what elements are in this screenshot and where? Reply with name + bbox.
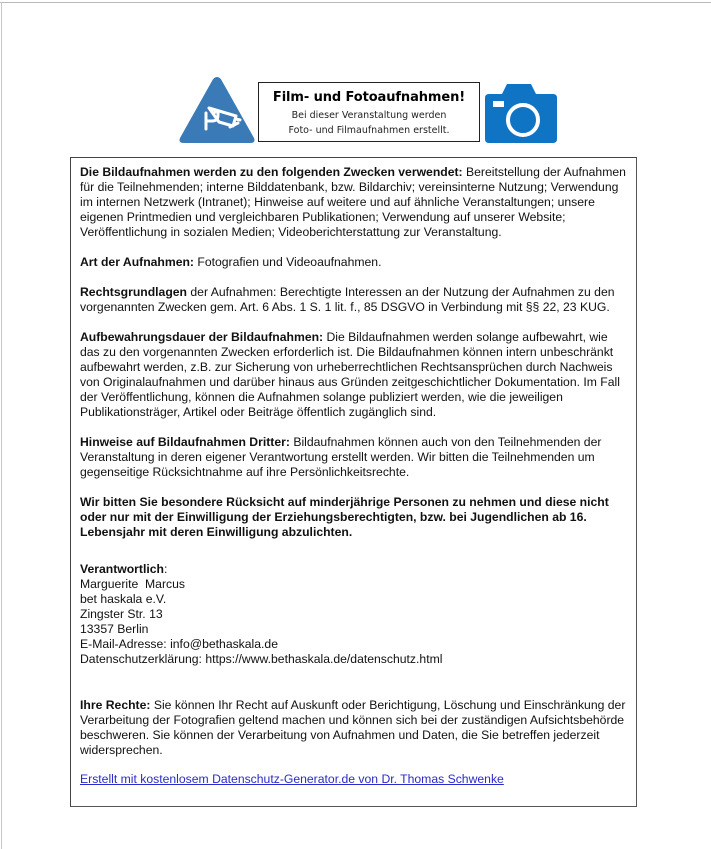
responsible-label: Verantwortlich bbox=[80, 562, 164, 576]
notice-line-1: Bei dieser Veranstaltung werden bbox=[291, 110, 447, 121]
section-retention bbox=[80, 330, 628, 420]
retention-text: Die Bildaufnahmen werden solange aufbewahrt, wie das zu den vorgenannten Zwecken erforderlich ist. Die Bildaufnahmen können intern unbeschränkt aufbewahrt werden, z.B. zur Sicherung von urheberrechtlichen Rechtsansprüchen durch Nachweis von Originalaufnahmen und darüber hinaus aus Gründen zeitgeschichtlicher Dokumentation. Im Fall der Veröffentlichung, können die Aufnahmen solange publiziert werden, wie die jeweiligen Publikationsträger, Artikel oder Beiträge öffentlich zugänglich sind. bbox=[80, 330, 620, 419]
notice-subtitle bbox=[259, 108, 479, 138]
notice-line-2: Foto- und Filmaufnahmen erstellt. bbox=[288, 125, 450, 136]
section-third-party bbox=[80, 435, 628, 480]
privacy-notice-box bbox=[70, 157, 637, 807]
responsible-email: E-Mail-Adresse: info@bethaskala.de bbox=[80, 637, 278, 651]
purposes-label: Die Bildaufnahmen werden zu den folgenden Zwecken verwendet: bbox=[80, 165, 463, 179]
purposes-text: Bereitstellung der Aufnahmen für die Teilnehmenden; interne Bilddatenbank, bzw. Bildarchiv; vereinsinterne Nutzung; Verwendung im internen Netzwerk (Intranet); Hinweise auf weitere und auf ähnliche Veranstaltungen; unsere eigenen Printmedien und vergleichbaren Publikationen; Verwendung auf unserer Website; Veröffentlichung in sozialen Medien; Videoberichterstattung zur Veranstaltung. bbox=[80, 165, 626, 239]
surveillance-camera-warning-icon bbox=[178, 75, 256, 145]
credit-link[interactable]: Erstellt mit kostenlosem Datenschutz-Generator.de von Dr. Thomas Schwenke bbox=[80, 772, 504, 786]
notice-box bbox=[258, 82, 480, 142]
section-responsible bbox=[80, 562, 628, 667]
section-credit bbox=[80, 772, 628, 787]
section-minors: Wir bitten Sie besondere Rücksicht auf minderjährige Personen zu nehmen und diese nicht oder nur mit der Einwilligung der Erziehungsberechtigten, bzw. bei Jugendlichen ab 16. Lebensjahr mit deren Einwilligung abzulichten. bbox=[80, 495, 609, 539]
rights-label: Ihre Rechte: bbox=[80, 698, 151, 712]
legal-text: der Aufnahmen: Berechtigte Interessen an der Nutzung der Aufnahmen zu den vorgenannten Zwecken gem. Art. 6 Abs. 1 S. 1 lit. f., 85 DSGVO in Verbindung mit §§ 22, 23 KUG. bbox=[80, 285, 615, 314]
type-text: Fotografien und Videoaufnahmen. bbox=[193, 255, 382, 269]
section-type bbox=[80, 255, 628, 270]
retention-label: Aufbewahrungsdauer der Bildaufnahmen: bbox=[80, 330, 324, 344]
third-party-label: Hinweise auf Bildaufnahmen Dritter: bbox=[80, 435, 290, 449]
section-rights bbox=[80, 698, 628, 758]
responsible-colon: : bbox=[163, 562, 168, 576]
responsible-name: Marguerite Marcus bbox=[80, 577, 185, 591]
notice-title: Film- und Fotoaufnahmen! bbox=[272, 90, 466, 105]
photo-camera-icon bbox=[485, 82, 557, 143]
section-legal-basis bbox=[80, 285, 628, 315]
notice-header bbox=[0, 0, 711, 150]
responsible-street: Zingster Str. 13 bbox=[80, 607, 163, 621]
responsible-privacy-url: Datenschutzerklärung: https://www.bethaskala.de/datenschutz.html bbox=[80, 652, 443, 666]
responsible-org: bet haskala e.V. bbox=[80, 592, 167, 606]
section-purposes bbox=[80, 165, 628, 240]
legal-label: Rechtsgrundlagen bbox=[80, 285, 187, 299]
rights-text: Sie können Ihr Recht auf Auskunft oder Berichtigung, Löschung und Einschränkung der Verarbeitung der Fotografien geltend machen und können sich bei der zuständigen Aufsichtsbehörde beschweren. Sie können der Verarbeitung von Aufnahmen und Daten, die Sie betreffen jederzeit widersprechen. bbox=[80, 698, 626, 757]
spacer bbox=[80, 667, 628, 698]
responsible-heading bbox=[80, 562, 628, 577]
type-label: Art der Aufnahmen: bbox=[80, 255, 194, 269]
third-party-text: Bildaufnahmen können auch von den Teilnehmenden der Veranstaltung in deren eigener Verantwortung erstellt werden. Wir bitten die Teilnehmenden um gegenseitige Rücksichtnahme auf ihre Persönlichkeitsrechte. bbox=[80, 435, 602, 479]
responsible-city: 13357 Berlin bbox=[80, 622, 149, 636]
